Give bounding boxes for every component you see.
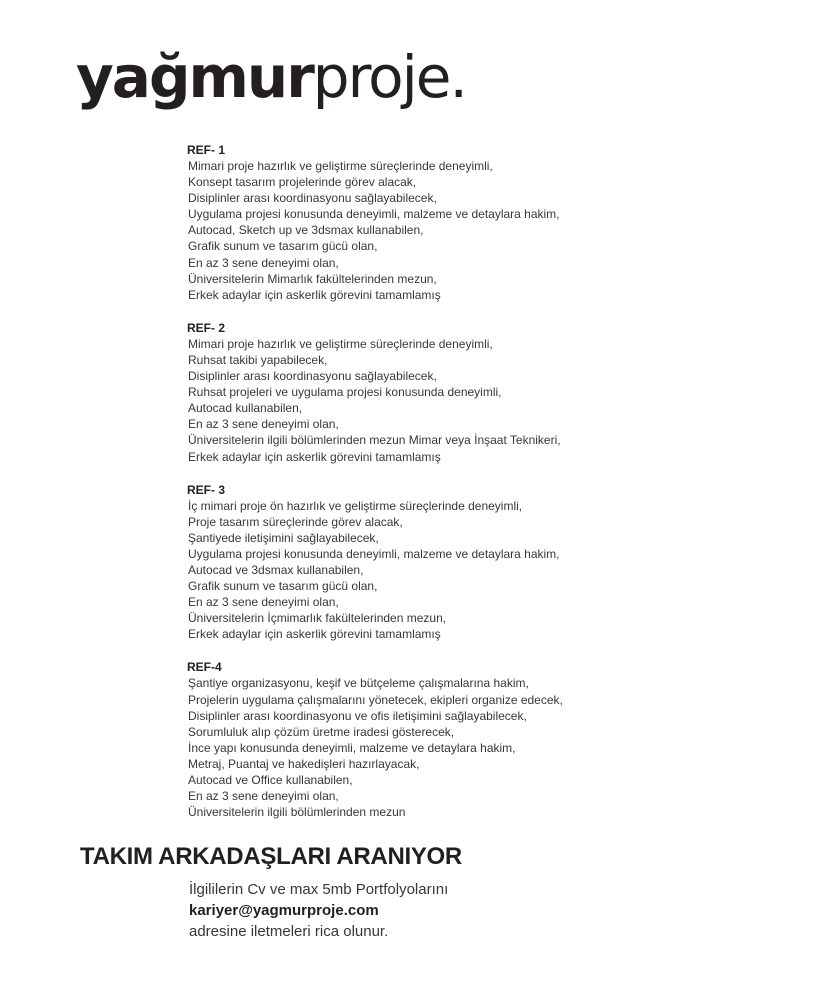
- ref-line: Mimari proje hazırlık ve geliştirme süreçlerinde deneyimli,: [188, 159, 493, 173]
- ref-line: Projelerin uygulama çalışmalarını yönetecek, ekipleri organize edecek,: [188, 692, 563, 707]
- ref-title: REF- 2: [187, 320, 226, 335]
- ref-line: Uygulama projesi konusunda deneyimli, malzeme ve detaylara hakim,: [188, 207, 560, 222]
- ref-line: Erkek adaylar için askerlik görevini tamamlamış: [188, 627, 441, 642]
- ref-line: Grafik sunum ve tasarım gücü olan,: [188, 579, 378, 594]
- ref-line: En az 3 sene deneyimi olan,: [188, 255, 339, 270]
- ref-line: Disiplinler arası koordinasyonu sağlayabilecek,: [188, 369, 437, 384]
- ref-line: İnce yapı konusunda deneyimli, malzeme ve detaylara hakim,: [188, 740, 516, 755]
- ref-line: Proje tasarım süreçlerinde görev alacak,: [188, 514, 403, 529]
- ref-line: Ruhsat projeleri ve uygulama projesi konusunda deneyimli,: [188, 385, 502, 400]
- ref-line: Autocad ve 3dsmax kullanabilen,: [188, 562, 364, 577]
- contact-block: [189, 879, 448, 942]
- ref-line: Erkek adaylar için askerlik görevini tamamlamış: [188, 287, 441, 302]
- ref-line: Disiplinler arası koordinasyonu sağlayabilecek,: [188, 191, 437, 206]
- page-headline: TAKIM ARKADAŞLARI ARANIYOR: [80, 843, 462, 870]
- ref-line: En az 3 sene deneyimi olan,: [188, 789, 339, 804]
- ref-line: Mimari proje hazırlık ve geliştirme süreçlerinde deneyimli,: [188, 336, 493, 351]
- ref-line: Şantiye organizasyonu, keşif ve bütçeleme çalışmalarına hakim,: [188, 676, 529, 691]
- ref-line: Autocad kullanabilen,: [188, 401, 303, 416]
- ref-block-1: [187, 142, 807, 303]
- ref-line: En az 3 sene deneyimi olan,: [188, 417, 339, 432]
- logo-light-part: proje.: [312, 43, 466, 111]
- contact-instructions: İlgililerin Cv ve max 5mb Portfolyolarını: [189, 881, 449, 898]
- logo-bold-part: yağmur: [76, 43, 313, 111]
- ref-block-2: [187, 320, 807, 465]
- ref-line: Üniversitelerin Mimarlık fakültelerinden mezun,: [188, 271, 437, 286]
- ref-line: Uygulama projesi konusunda deneyimli, malzeme ve detaylara hakim,: [188, 546, 560, 561]
- ref-line: Şantiyede iletişimini sağlayabilecek,: [188, 530, 379, 545]
- ref-line: Erkek adaylar için askerlik görevini tamamlamış: [188, 449, 441, 464]
- contact-email: kariyer@yagmurproje.com: [189, 902, 379, 919]
- ref-line: Ruhsat takibi yapabilecek,: [188, 352, 328, 367]
- ref-line: Üniversitelerin ilgili bölümlerinden mezun: [188, 805, 406, 820]
- ref-line: Autocad, Sketch up ve 3dsmax kullanabilen,: [188, 223, 424, 238]
- company-logo: [76, 43, 466, 111]
- ref-block-3: [187, 482, 807, 643]
- ref-line: Üniversitelerin ilgili bölümlerinden mezun Mimar veya İnşaat Teknikeri,: [188, 433, 561, 448]
- ref-line: Autocad ve Office kullanabilen,: [188, 773, 353, 787]
- ref-line: Üniversitelerin İçmimarlık fakültelerinden mezun,: [188, 611, 447, 626]
- ref-line: Grafik sunum ve tasarım gücü olan,: [188, 239, 378, 254]
- ref-line: En az 3 sene deneyimi olan,: [188, 595, 339, 610]
- contact-closing: adresine iletmeleri rica olunur.: [189, 923, 389, 940]
- ref-block-4: [187, 659, 807, 820]
- ref-line: Metraj, Puantaj ve hakedişleri hazırlayacak,: [188, 756, 420, 771]
- ref-title: REF-4: [187, 660, 222, 675]
- ref-title: REF- 3: [187, 482, 226, 497]
- job-references: [187, 142, 807, 837]
- ref-line: Sorumluluk alıp çözüm üretme iradesi gösterecek,: [188, 724, 455, 739]
- ref-line: Konsept tasarım projelerinde görev alacak,: [188, 175, 417, 190]
- ref-title: REF- 1: [187, 143, 226, 157]
- ref-line: Disiplinler arası koordinasyonu ve ofis iletişimini sağlayabilecek,: [188, 708, 527, 723]
- ref-line: İç mimari proje ön hazırlık ve geliştirme süreçlerinde deneyimli,: [188, 498, 523, 513]
